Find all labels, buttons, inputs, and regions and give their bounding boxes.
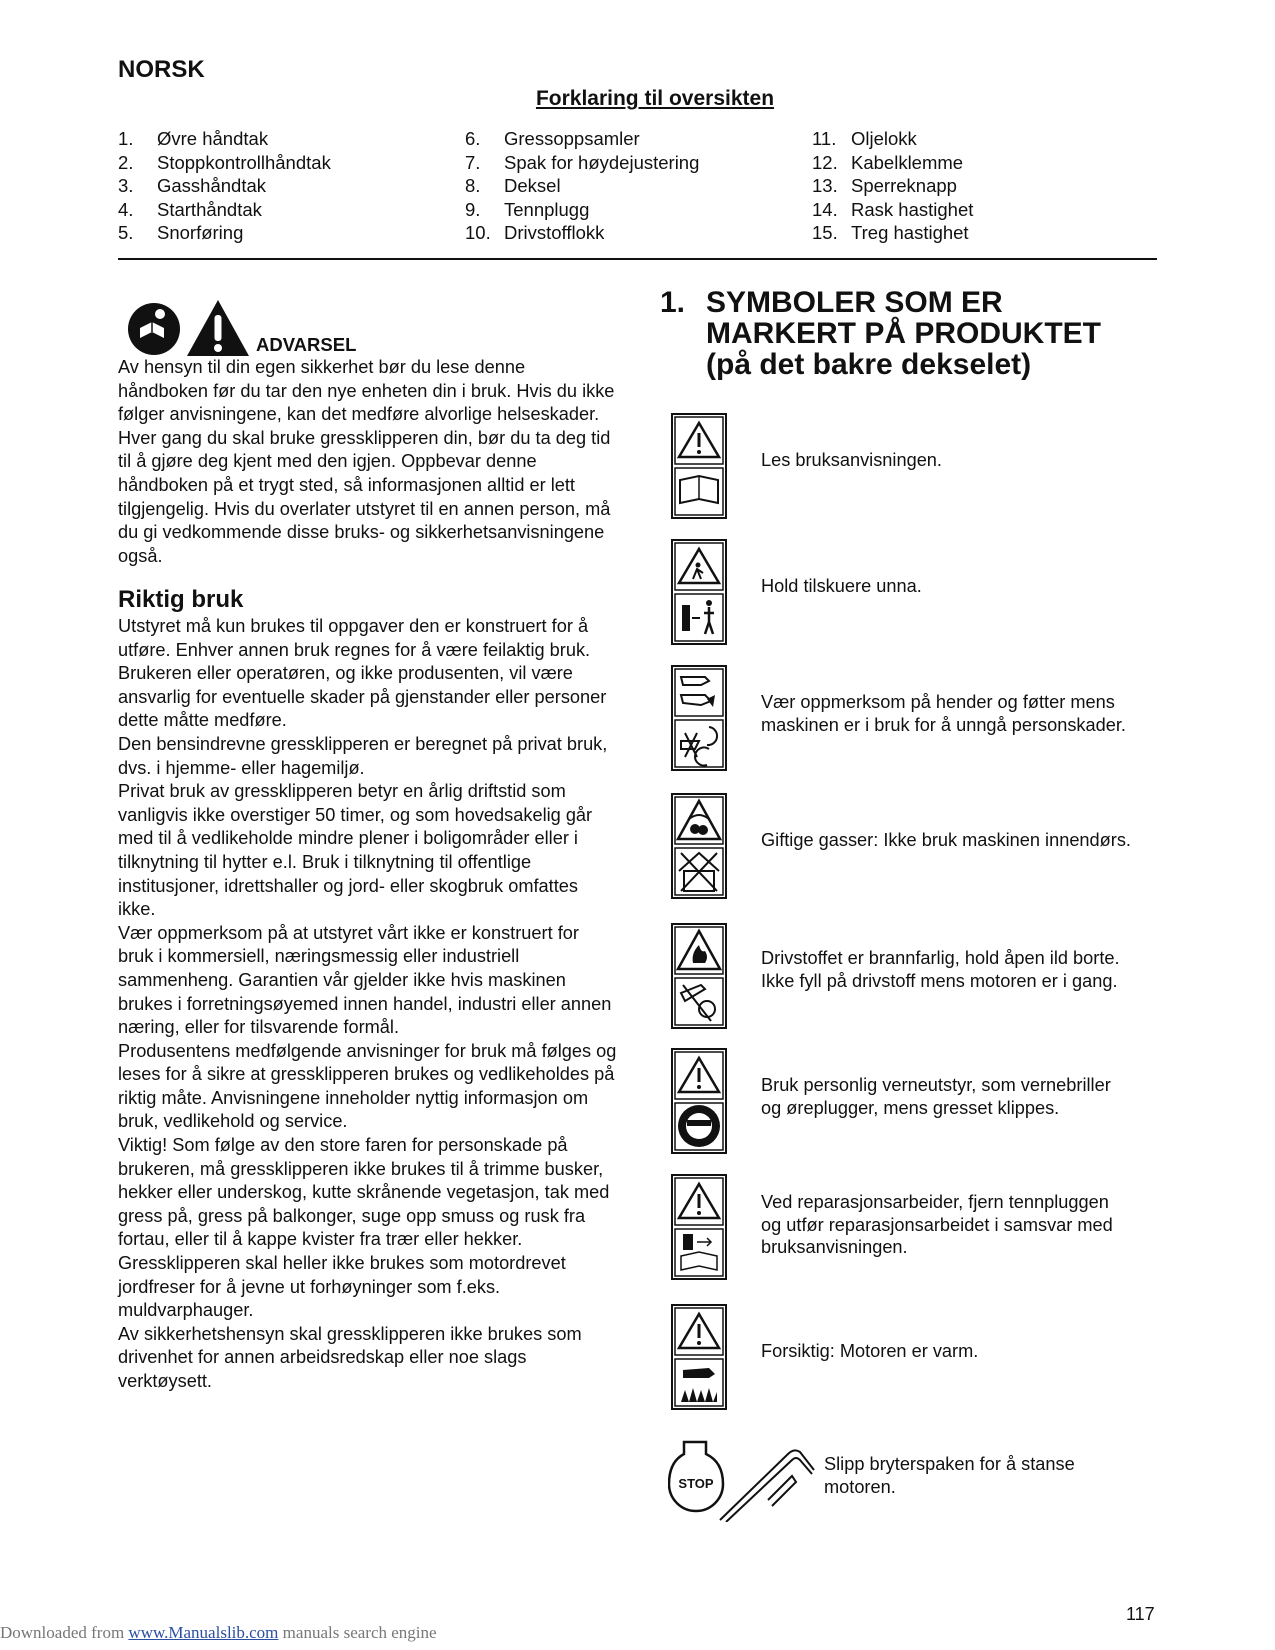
legend-title: Forklaring til oversikten (535, 87, 775, 110)
legend-item: 10. Drivstofflokk (465, 222, 605, 243)
legend-item: 8. Deksel (465, 175, 561, 196)
legend-item: 7. Spak for høydejustering (465, 151, 700, 173)
legend-item: 9. Tennplugg (465, 198, 590, 220)
toxic-gas-icon (671, 793, 727, 899)
paragraph: Av sikkerhetshensyn skal gressklipperen ikke brukes som drivenhet for annen arbeidsredskap eller noe slags verktøysett. (118, 1323, 582, 1391)
paragraph: Utstyret må kun brukes til oppgaver den er konstruert for å utføre. Enhver annen bruk regnes for å være feilaktig bruk. Brukeren eller operatøren, og ikke produsenten, vil være ansvarlig for eventuelle skader på gjenstander eller personer dette måtte medføre. (118, 616, 607, 731)
legend-item: 15. Treg hastighet (812, 222, 969, 243)
paragraph: Viktig! Som følge av den store faren for personskade på brukeren, må gressklipperen ikke brukes til å trimme busker, hekker eller underskog, kutte skrånende vegetasjon, tak med gress på, gress på balkonger, suge opp smuss og rusk fra fortau, eller til å kappe kvister fra trær eller hekker. Gressklipperen skal heller ikke brukes som motordrevet jordfreser for å jevne ut forhøyninger som f.eks. muldvarphauger. (118, 1135, 610, 1321)
proper-use-text (118, 615, 618, 1394)
flammable-fuel-icon (671, 923, 727, 1029)
symbol-description: Vær oppmerksom på hender og føtter mens maskinen er i bruk for å unngå personskader. (761, 692, 1126, 735)
manualslib-link[interactable]: www.Manualslib.com (128, 1623, 279, 1642)
legend-column-1 (118, 127, 331, 245)
warning-icons (128, 298, 250, 363)
symbol-description: Drivstoffet er brannfarlig, hold åpen ild borte. Ikke fyll på drivstoff mens motoren er i gang. (761, 948, 1120, 991)
read-manual-icon (671, 413, 727, 519)
symbol-description: Giftige gasser: Ikke bruk maskinen innendørs. (761, 830, 1131, 850)
symbol-description: Ved reparasjonsarbeider, fjern tennpluggen og utfør reparasjonsarbeidet i samsvar med bruksanvisningen. (761, 1192, 1113, 1257)
read-manual-icon (128, 303, 180, 355)
legend-item: 4. Starthåndtak (118, 198, 262, 220)
paragraph: Vær oppmerksom på at utstyret vårt ikke er konstruert for bruk i kommersiell, næringsmessig eller industriell sammenheng. Garantien vår gjelder ikke hvis maskinen brukes i forretningsøyemed innen handel, industri eller annen næring, eller for tilsvarende formål. (118, 922, 612, 1038)
protective-gear-icon (671, 1048, 727, 1154)
page-number: 117 (1126, 1604, 1155, 1624)
warning-text: Av hensyn til din egen sikkerhet bør du lese denne håndboken før du tar den nye enheten din i bruk. Hvis du ikke følger anvisningene, kan det medføre alvorlige helseskader. Hver gang du skal bruke gressklipperen din, bør du ta deg tid til å gjøre deg kjent med den igjen. Oppbevar denne håndboken på et trygt sted, så informasjonen alltid er lett tilgjengelig. Hvis du overlater utstyret til en annen person, må du gi vedkommende disse bruks- og sikkerhetsanvisningene også. (118, 357, 615, 566)
hands-feet-icon (671, 665, 727, 771)
legend-item: 13. Sperreknapp (812, 175, 957, 196)
paragraph: Produsentens medfølgende anvisninger for bruk må følges og leses for å sikre at gressklipperen brukes og vedlikeholdes på riktig måte. Anvisningene inneholder nyttig informasjon om bruk, vedlikehold og service. (118, 1040, 617, 1132)
divider (118, 258, 1157, 260)
legend-item: 6. Gressoppsamler (465, 128, 640, 149)
spark-plug-icon (671, 1174, 727, 1280)
paragraph: Privat bruk av gressklipperen betyr en årlig driftstid som vanligvis ikke overstiger 50 timer, og som hovedsakelig går med til å vedlikeholde mindre plener i boligområder eller i tilknytning til hytter e.l. Bruk i tilknytning til offentlige institusjoner, idrettshaller og jord- eller skogbruk omfattes ikke. (118, 781, 593, 920)
paragraph: Den bensindrevne gressklipperen er beregnet på privat bruk, dvs. i hjemme- eller hagemiljø. (118, 733, 608, 778)
legend-item: 11. Oljelokk (812, 128, 917, 149)
legend-column-2 (465, 127, 699, 245)
keep-bystanders-away-icon (671, 539, 727, 645)
symbol-description: Bruk personlig verneutstyr, som vernebriller og øreplugger, mens gresset klippes. (761, 1075, 1111, 1118)
symbol-description: Forsiktig: Motoren er varm. (761, 1341, 979, 1361)
symbol-description: Slipp bryterspaken for å stanse motoren. (824, 1454, 1075, 1497)
legend-item: 1. Øvre håndtak (118, 128, 269, 149)
stop-lever-icon (668, 1440, 818, 1527)
warning-label: ADVARSEL (256, 334, 357, 355)
legend-item: 2. Stoppkontrollhåndtak (118, 151, 331, 173)
symbol-description: Hold tilskuere unna. (761, 576, 922, 596)
legend-item: 12. Kabelklemme (812, 151, 964, 173)
symbol-description: Les bruksanvisningen. (761, 450, 942, 470)
warning-triangle-icon (187, 300, 249, 356)
footer: Downloaded from www.Manualslib.com manuals search engine (0, 1623, 437, 1642)
language-heading: NORSK (118, 56, 205, 83)
legend-item: 3. Gasshåndtak (118, 175, 267, 196)
legend-item: 5. Snorføring (118, 222, 244, 243)
legend-item: 14. Rask hastighet (812, 198, 974, 220)
stop-label: STOP (678, 1476, 714, 1491)
hot-engine-icon (671, 1304, 727, 1410)
proper-use-heading: Riktig bruk (118, 586, 244, 613)
legend-column-3 (812, 127, 973, 245)
symbols-heading: 1. SYMBOLER SOM ER MARKERT PÅ PRODUKTET (på det bakre dekselet) (660, 286, 1101, 381)
